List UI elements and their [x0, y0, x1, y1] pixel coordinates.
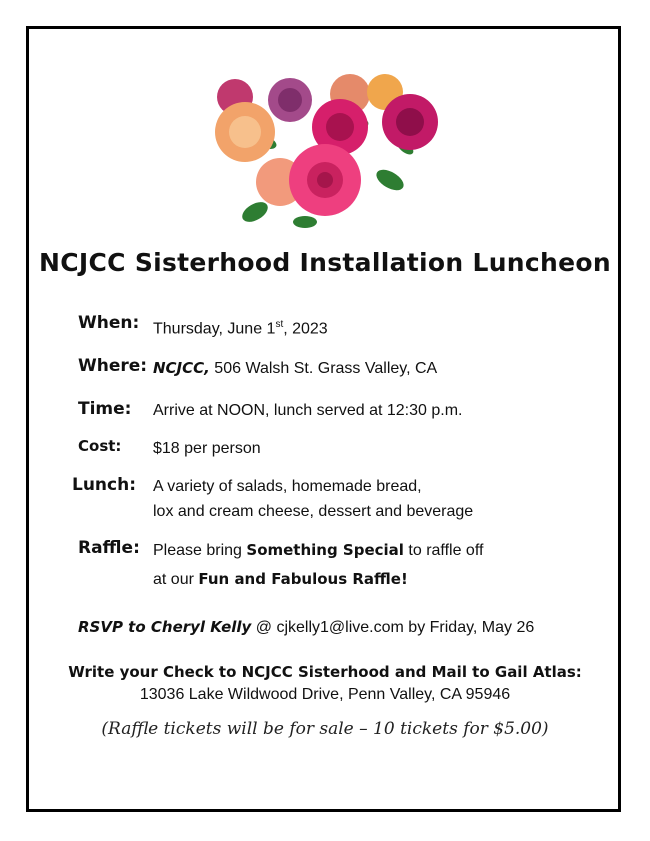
raffle-ticket-note — [26, 719, 624, 739]
raffle-label: Raffle: — [78, 538, 140, 558]
raffle-line-2 — [153, 566, 408, 593]
check-heading-text: Write your Check to NCJCC Sisterhood and Mail to Gail Atlas: — [68, 663, 582, 681]
cost-label: Cost: — [78, 437, 122, 455]
when-ordinal: st — [275, 319, 284, 330]
rsvp-name: RSVP to Cheryl Kelly — [78, 618, 252, 636]
raffle-line-1-start: Please bring — [153, 542, 247, 559]
raffle-line-1 — [153, 537, 483, 564]
time-label: Time: — [78, 399, 132, 419]
lunch-line-2: lox and cream cheese, dessert and beverage — [153, 503, 474, 520]
where-venue: NCJCC, — [153, 359, 210, 377]
raffle-line-1-end: to raffle off — [403, 542, 484, 559]
raffle-emphasis-2: Fun and Fabulous Raffle! — [198, 570, 408, 588]
rsvp-line — [78, 618, 534, 637]
time-value: Arrive at NOON, lunch served at 12:30 p.m. — [153, 402, 463, 419]
event-title: NCJCC Sisterhood Installation Luncheon — [39, 248, 611, 277]
where-value — [153, 355, 437, 382]
when-value — [153, 312, 328, 342]
where-label: Where: — [78, 356, 148, 376]
raffle-line-2-start: at our — [153, 571, 199, 588]
when-date: Thursday, June 1 — [153, 320, 276, 338]
when-label: When: — [78, 313, 140, 333]
roses-bouquet-image — [205, 72, 450, 237]
lunch-label: Lunch: — [72, 475, 137, 495]
lunch-line-1: A variety of salads, homemade bread, — [153, 478, 422, 495]
cost-value: $18 per person — [153, 440, 261, 457]
where-address: 506 Walsh St. Grass Valley, CA — [209, 360, 438, 377]
check-address: 13036 Lake Wildwood Drive, Penn Valley, CA 95946 — [139, 686, 511, 703]
when-year: , 2023 — [283, 320, 328, 338]
rsvp-details: @ cjkelly1@live.com by Friday, May 26 — [251, 619, 535, 636]
check-heading — [26, 663, 624, 682]
raffle-emphasis-1: Something Special — [246, 541, 404, 559]
raffle-ticket-note-text: (Raffle tickets will be for sale – 10 tickets for $5.00) — [101, 719, 549, 739]
